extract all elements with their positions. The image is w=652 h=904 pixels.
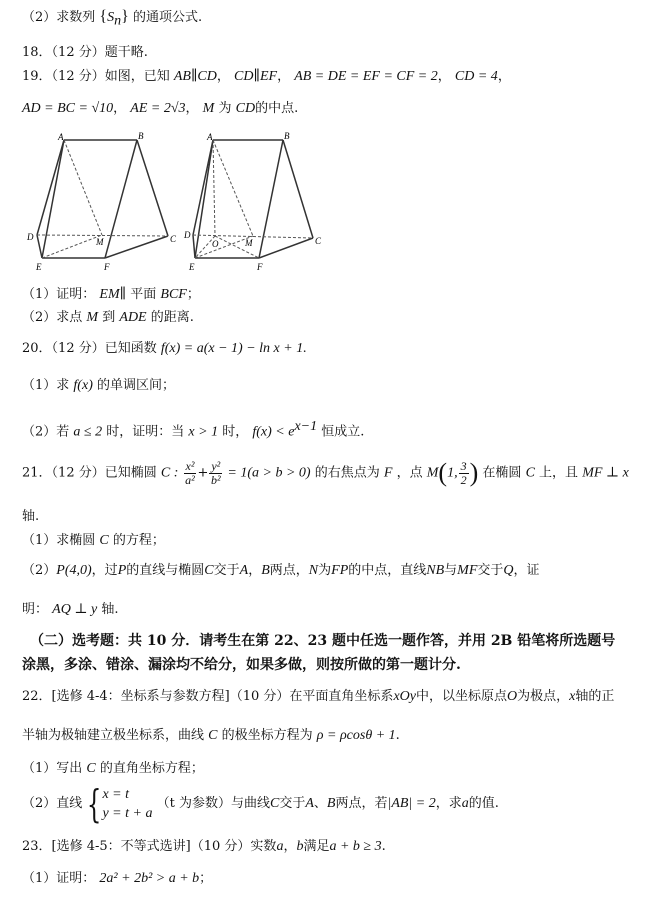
math: C bbox=[208, 728, 218, 743]
math: = 1(a > b > 0) bbox=[227, 465, 311, 481]
figure-label: C bbox=[315, 236, 322, 246]
figure-label: D bbox=[27, 232, 34, 242]
math: CD bbox=[235, 101, 256, 116]
math: BCF bbox=[160, 287, 187, 302]
q19-line2: AD = BC = √10， AE = 2√3， M 为 CD的中点. bbox=[22, 101, 299, 116]
q21-part1 bbox=[22, 532, 165, 550]
text: ； bbox=[186, 287, 200, 302]
fraction: $\frac{\text{x²}}{\text{a²}}$ bbox=[185, 458, 195, 487]
text: （1）证明： bbox=[22, 287, 96, 302]
q18-line: 18．（12 分）题干略. bbox=[22, 45, 148, 60]
text: ， bbox=[283, 839, 297, 854]
text: . bbox=[381, 839, 386, 854]
text: 满足 bbox=[303, 839, 330, 854]
math: 2a² + 2b² > a + b bbox=[99, 871, 200, 886]
q22-part1 bbox=[22, 760, 204, 778]
text: （2）求点 bbox=[22, 310, 83, 325]
q22-part2: （2）直线 { x = t y = t + a （t 为参数）与曲线C交于A、B两点，若|AB| = 2，求a的值. bbox=[22, 781, 499, 826]
math: M bbox=[202, 101, 215, 116]
text: 时， bbox=[222, 424, 249, 440]
fraction: $\frac{\text{y²}}{\text{b²}}$ bbox=[211, 458, 221, 487]
math: NB bbox=[426, 563, 445, 578]
math: FP bbox=[331, 563, 349, 578]
q20-part2 bbox=[22, 418, 364, 441]
fraction: $\frac{3}{2}$ bbox=[460, 458, 467, 487]
text: 的通项公式. bbox=[132, 10, 203, 25]
text: （1）求椭圆 bbox=[22, 533, 96, 548]
text: 21．（12 分）已知椭圆 bbox=[22, 465, 157, 481]
math: C bbox=[204, 563, 214, 578]
text: ，证 bbox=[513, 563, 540, 578]
prism-figure-right bbox=[183, 130, 333, 284]
math: f(x) bbox=[73, 378, 93, 393]
text: 时，证明：当 bbox=[106, 424, 185, 440]
math: O bbox=[507, 689, 518, 704]
math: A bbox=[239, 563, 249, 578]
math: M bbox=[86, 310, 99, 325]
q21-part2 bbox=[22, 562, 540, 580]
text: 20．（12 分）已知函数 bbox=[22, 341, 157, 356]
text: 两点，若 bbox=[335, 796, 388, 811]
figure-label: B bbox=[138, 131, 144, 141]
text: 的值. bbox=[468, 796, 499, 811]
q21-line2: 轴. bbox=[22, 509, 40, 524]
text: 为极点， bbox=[517, 689, 570, 704]
text: ； bbox=[199, 871, 213, 886]
math: b bbox=[296, 839, 304, 854]
math: CD∥EF bbox=[234, 69, 278, 84]
math: n bbox=[114, 13, 122, 29]
math: M bbox=[426, 465, 439, 481]
math: x−1 bbox=[294, 419, 318, 434]
figure-label: E bbox=[189, 262, 195, 272]
text: 轴. bbox=[101, 602, 119, 617]
prism-figure-left bbox=[20, 130, 185, 284]
text: 与 bbox=[444, 563, 458, 578]
math: C bbox=[269, 796, 280, 811]
text: 在椭圆 bbox=[482, 465, 522, 481]
text: 23．[选修 4-5：不等式选讲]（10 分）实数 bbox=[22, 839, 277, 854]
text: 、 bbox=[313, 796, 327, 811]
q19-head: 19．（12 分）如图，已知 AB∥CD， CD∥EF， AB = DE = EF = CF = 2， CD = 4， bbox=[22, 69, 511, 84]
text: 恒成立. bbox=[321, 424, 365, 440]
text: 轴的正 bbox=[575, 689, 615, 704]
math: f(x) < e bbox=[252, 424, 295, 440]
text: 的中点，直线 bbox=[348, 563, 427, 578]
text: 19．（12 分）如图，已知 bbox=[22, 69, 170, 84]
text: （1）证明： bbox=[22, 871, 96, 886]
math: Q bbox=[503, 563, 514, 578]
math: A bbox=[305, 796, 314, 811]
math: |AB| = 2 bbox=[387, 796, 436, 811]
math: a bbox=[461, 796, 469, 811]
figure-label: A bbox=[207, 132, 213, 142]
math: xOy bbox=[393, 689, 416, 704]
q23-part1 bbox=[22, 870, 212, 888]
parametric-system: x = t y = t + a bbox=[102, 786, 153, 821]
math: C : bbox=[160, 465, 179, 481]
text: 的右焦点为 bbox=[314, 465, 380, 481]
text: 交于 bbox=[279, 796, 306, 811]
math: B bbox=[261, 563, 270, 578]
math: a bbox=[276, 839, 284, 854]
math: 1, bbox=[447, 465, 458, 481]
math: AQ ⊥ y bbox=[52, 602, 98, 617]
text: 明： bbox=[22, 602, 49, 617]
q21-line3 bbox=[22, 601, 118, 619]
text: ， bbox=[248, 563, 262, 578]
text: （2） bbox=[22, 563, 57, 578]
math: F bbox=[383, 465, 393, 481]
figure-label: M bbox=[96, 237, 104, 247]
math: C bbox=[99, 533, 109, 548]
q19-part1 bbox=[22, 286, 200, 304]
math: x > 1 bbox=[188, 424, 219, 440]
text: ，求 bbox=[435, 796, 462, 811]
figure-label: C bbox=[170, 234, 177, 244]
math: x bbox=[569, 689, 576, 704]
text: 的直线与椭圆 bbox=[126, 563, 205, 578]
q19-part2 bbox=[22, 309, 194, 327]
text: ，过 bbox=[91, 563, 118, 578]
figure-label: B bbox=[284, 131, 290, 141]
text: （2）求数列 bbox=[22, 10, 96, 25]
text: . bbox=[395, 728, 400, 743]
text: ，点 bbox=[396, 465, 423, 481]
figure-label: M bbox=[245, 238, 253, 248]
math: C bbox=[525, 465, 535, 481]
math: AD = BC = √10 bbox=[22, 101, 114, 116]
q22-line2 bbox=[22, 727, 400, 745]
figure-label: F bbox=[257, 262, 263, 272]
math: a + b ≥ 3 bbox=[329, 839, 382, 854]
q21-head: 21．（12 分）已知椭圆 C : $\frac{\text{x²}}{\text{a²}}$ + $\frac{\text{y²}}{\text{b²}}$ = 1(a > b > 0) 的右焦点为 F ，点 M(1, $\frac{3}{2}$ ) 在椭圆 C 上，且 MF ⊥ x bbox=[22, 458, 629, 487]
text: 的中点. bbox=[255, 101, 299, 116]
math: P bbox=[117, 563, 127, 578]
q22-head bbox=[22, 688, 614, 706]
text: 的方程； bbox=[112, 533, 165, 548]
text: 到 bbox=[102, 310, 116, 325]
q23-head bbox=[22, 838, 386, 856]
math: EM∥ bbox=[99, 287, 127, 302]
text: 交于 bbox=[477, 563, 504, 578]
text: 中，以坐标原点 bbox=[415, 689, 507, 704]
text: （1）求 bbox=[22, 378, 70, 393]
text: 平面 bbox=[130, 287, 157, 302]
q20-part1 bbox=[22, 377, 175, 395]
math: ρ = ρcosθ + 1 bbox=[316, 728, 396, 743]
section-title-line1: （二）选考题：共 10 分．请考生在第 22、23 题中任选一题作答，并用 2B 铅笔将所选题号 bbox=[30, 633, 616, 649]
math: ADE bbox=[119, 310, 147, 325]
text: 交于 bbox=[213, 563, 240, 578]
math: a ≤ 2 bbox=[73, 424, 103, 440]
text: （t 为参数）与曲线 bbox=[156, 796, 270, 811]
math: B bbox=[326, 796, 336, 811]
math: P(4,0) bbox=[56, 563, 92, 578]
math: MF ⊥ x bbox=[582, 465, 629, 481]
text: 的距离. bbox=[150, 310, 194, 325]
text: 为 bbox=[218, 101, 232, 116]
math: N bbox=[308, 563, 319, 578]
text: 22．[选修 4-4：坐标系与参数方程]（10 分）在平面直角坐标系 bbox=[22, 689, 394, 704]
text: （2）若 bbox=[22, 424, 70, 440]
section-title-line2: 涂黑，多涂、错涂、漏涂均不给分，如果多做，则按所做的第一题计分. bbox=[22, 657, 461, 673]
text: （1）写出 bbox=[22, 761, 83, 776]
math: f(x) = a(x − 1) − ln x + 1. bbox=[160, 341, 307, 356]
math: C bbox=[86, 761, 96, 776]
figure-label: E bbox=[36, 262, 42, 272]
math: CD = 4 bbox=[454, 69, 498, 84]
figure-label: D bbox=[184, 230, 191, 240]
q20-head bbox=[22, 340, 307, 358]
math: S bbox=[107, 10, 115, 25]
q17-part2-line: （2）求数列 $\{S_n\}$ 的通项公式. bbox=[22, 8, 203, 29]
math: AB = DE = EF = CF = 2 bbox=[294, 69, 438, 84]
text: 两点， bbox=[269, 563, 309, 578]
text: 的极坐标方程为 bbox=[221, 728, 313, 743]
text: 的单调区间； bbox=[97, 378, 176, 393]
text: 为 bbox=[318, 563, 332, 578]
figure-label: F bbox=[104, 262, 110, 272]
figure-label: A bbox=[58, 132, 64, 142]
text: 上，且 bbox=[539, 465, 579, 481]
text: 半轴为极轴建立极坐标系，曲线 bbox=[22, 728, 205, 743]
text: （2）直线 bbox=[22, 796, 83, 811]
math: AE = 2√3 bbox=[130, 101, 186, 116]
math: MF bbox=[457, 563, 478, 578]
math: AB∥CD bbox=[173, 69, 217, 84]
figure-label: O bbox=[212, 239, 219, 249]
text: 的直角坐标方程； bbox=[99, 761, 204, 776]
